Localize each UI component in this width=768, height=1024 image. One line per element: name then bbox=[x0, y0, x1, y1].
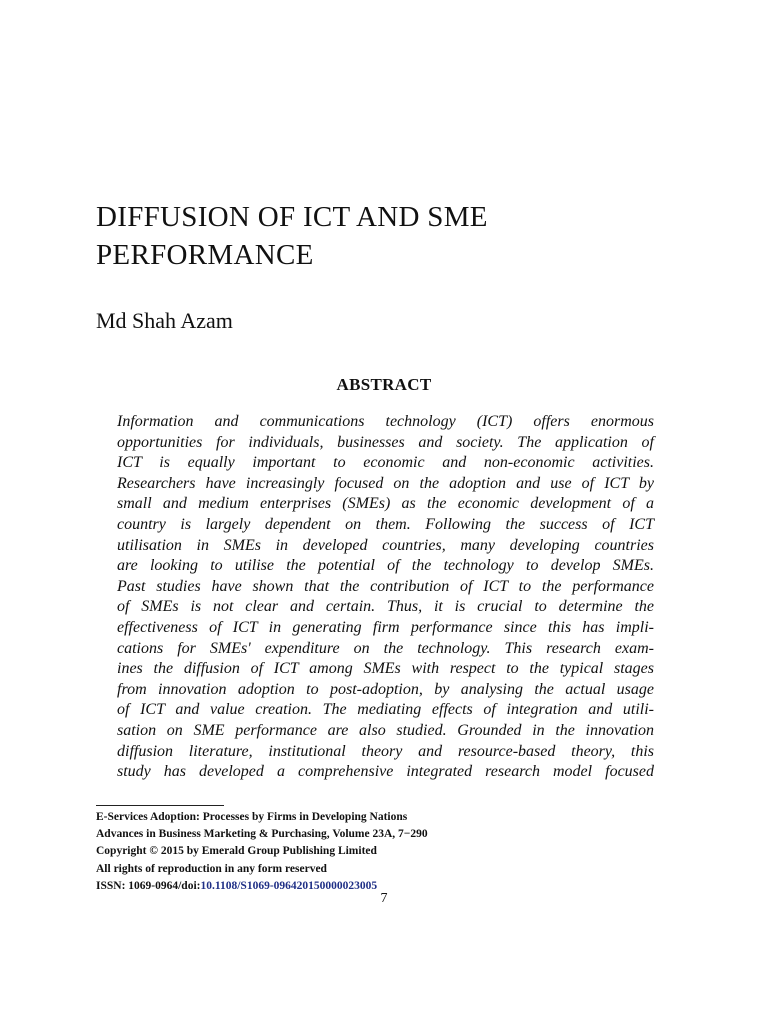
series-info: Advances in Business Marketing & Purchasing, Volume 23A, 7−290 bbox=[96, 828, 428, 841]
chapter-title-line-1: DIFFUSION OF ICT AND SME bbox=[96, 201, 488, 233]
abstract-line: country is largely dependent on them. Following the success of ICT bbox=[117, 515, 654, 533]
chapter-title bbox=[96, 198, 488, 274]
abstract-line: Researchers have increasingly focused on the adoption and use of ICT by bbox=[117, 474, 654, 492]
abstract-line: cations for SMEs' expenditure on the technology. This research exam- bbox=[117, 639, 654, 657]
abstract-line: diffusion literature, institutional theory and resource-based theory, this bbox=[117, 742, 654, 760]
issn-label: ISSN: 1069-0964/doi: bbox=[96, 879, 201, 892]
abstract-line: ICT is equally important to economic and non-economic activities. bbox=[117, 454, 654, 472]
abstract-line: are looking to utilise the potential of the technology to develop SMEs. bbox=[117, 557, 654, 575]
abstract-line: small and medium enterprises (SMEs) as the economic development of a bbox=[117, 495, 654, 513]
doi-link[interactable]: 10.1108/S1069-096420150000023005 bbox=[200, 879, 378, 892]
abstract-heading: ABSTRACT bbox=[336, 375, 432, 394]
chapter-title-line-2: PERFORMANCE bbox=[96, 239, 314, 271]
copyright-line: Copyright © 2015 by Emerald Group Publishing Limited bbox=[96, 845, 377, 858]
abstract-line: sation on SME performance are also studied. Grounded in the innovation bbox=[117, 721, 654, 739]
abstract-body bbox=[117, 412, 654, 783]
abstract-line: ines the diffusion of ICT among SMEs with respect to the typical stages bbox=[117, 660, 654, 678]
abstract-line: effectiveness of ICT in generating firm performance since this has impli- bbox=[117, 618, 654, 636]
footnote-divider bbox=[96, 805, 224, 806]
abstract-line: of SMEs is not clear and certain. Thus, it is crucial to determine the bbox=[117, 598, 654, 616]
rights-line: All rights of reproduction in any form reserved bbox=[96, 862, 327, 875]
abstract-line: Information and communications technology (ICT) offers enormous bbox=[117, 413, 654, 430]
publication-footnote bbox=[96, 809, 428, 895]
abstract-line: from innovation adoption to post-adoption, by analysing the actual usage bbox=[117, 680, 654, 698]
abstract-line: Past studies have shown that the contribution of ICT to the performance bbox=[117, 577, 654, 595]
abstract-line: utilisation in SMEs in developed countries, many developing countries bbox=[117, 536, 654, 554]
book-title: E-Services Adoption: Processes by Firms in Developing Nations bbox=[96, 811, 408, 823]
abstract-line: opportunities for individuals, businesses and society. The application of bbox=[117, 433, 654, 451]
abstract-line: study has developed a comprehensive integrated research model focused bbox=[117, 763, 654, 781]
abstract-line: of ICT and value creation. The mediating effects of integration and utili- bbox=[117, 701, 654, 719]
page-number: 7 bbox=[380, 891, 388, 906]
author-name: Md Shah Azam bbox=[96, 308, 233, 333]
